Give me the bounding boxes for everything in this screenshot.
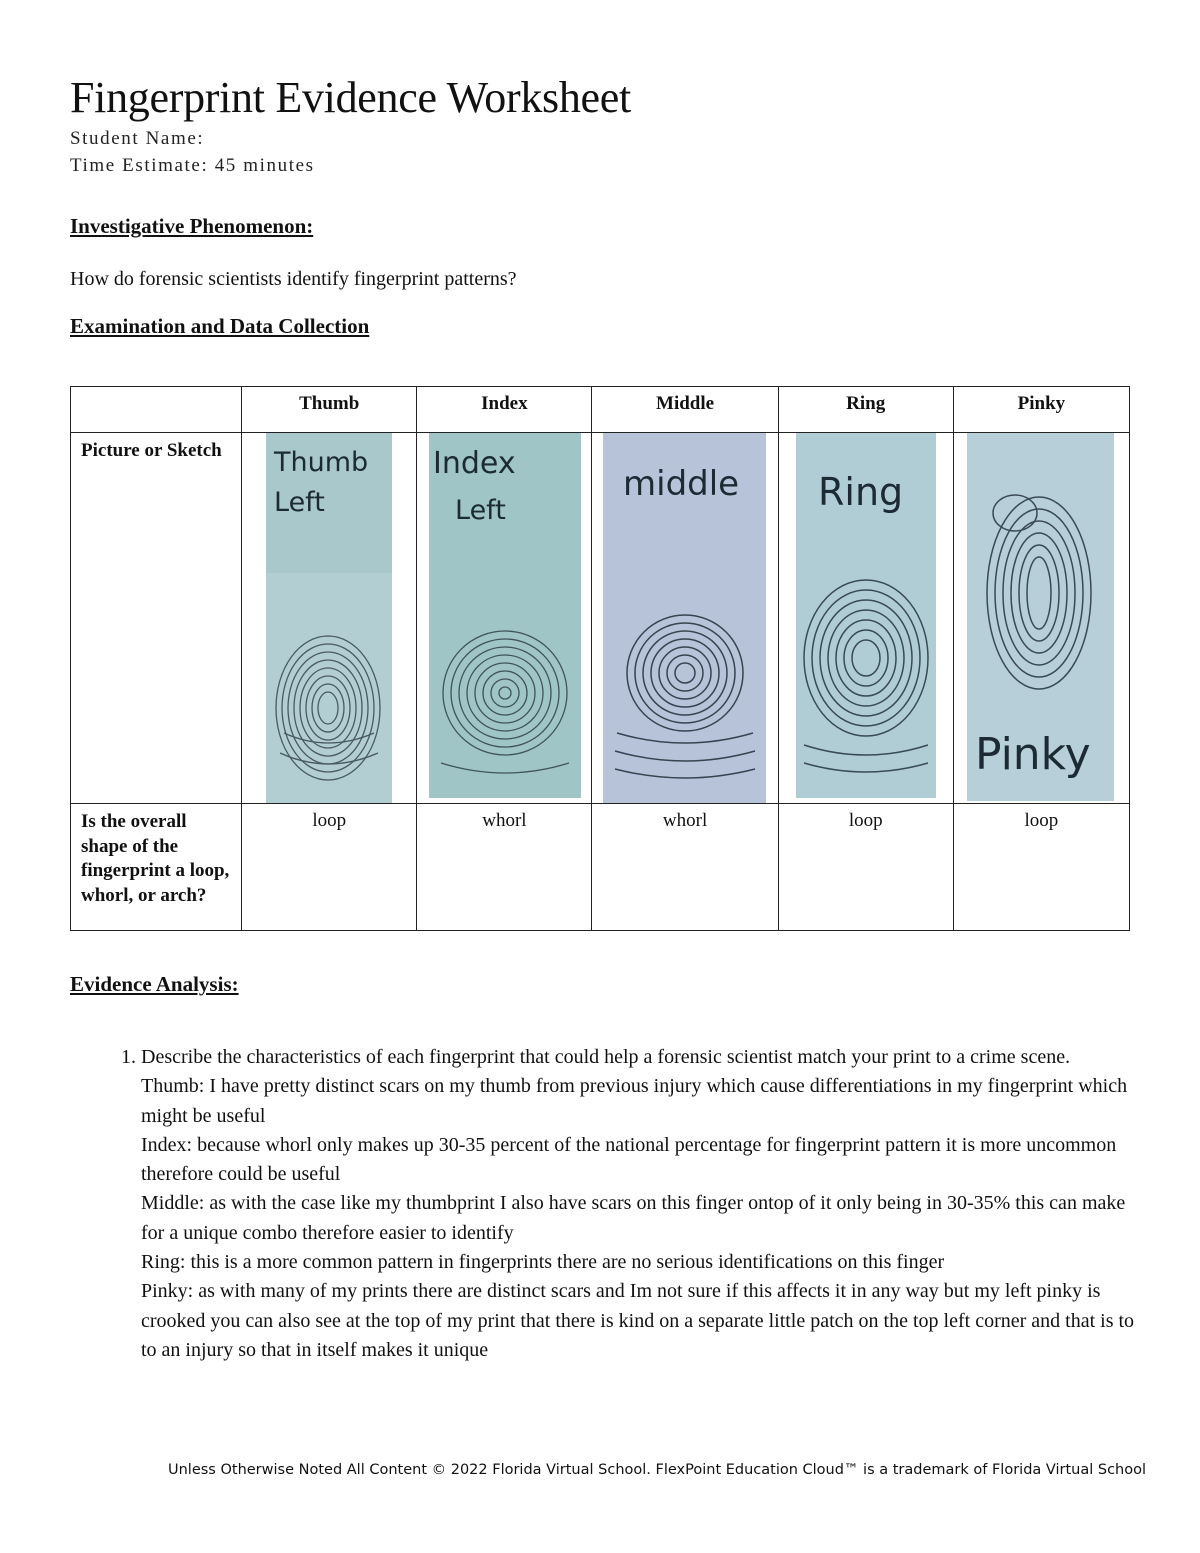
- photo-label-index: Index: [433, 446, 516, 481]
- time-estimate: Time Estimate: 45 minutes: [70, 155, 315, 176]
- photo-label-pinky: Pinky: [974, 729, 1091, 780]
- analysis-heading: Evidence Analysis:: [70, 972, 239, 996]
- photo-cell-middle: [592, 433, 778, 804]
- photo-label-index-left: Left: [455, 495, 507, 526]
- header-cell-pinky: Pinky: [953, 387, 1129, 433]
- header-cell-ring: Ring: [778, 387, 953, 433]
- header-cell-index: Index: [417, 387, 592, 433]
- photo-cell-pinky: [953, 433, 1129, 804]
- photo-label-thumb: Thumb: [274, 447, 369, 478]
- shape-cell-pinky: loop: [953, 804, 1129, 931]
- table-header-row: [71, 387, 1130, 433]
- answer-pinky: Pinky: as with many of my prints there are distinct scars and Im not sure if this affects it in any way but my left pinky is crooked you can also see at the top of my print that there is kind on a separate little patch on the top left corner and that is to to an injury so that in itself makes it unique: [141, 1280, 1135, 1361]
- examination-heading: Examination and Data Collection: [70, 314, 370, 338]
- shape-cell-middle: whorl: [592, 804, 778, 931]
- answer-middle: Middle: as with the case like my thumbprint I also have scars on this finger ontop of it only being in 30-35% this can make for a unique combo therefore easier to identify: [141, 1192, 1126, 1244]
- question-1: 1. Describe the characteristics of each fingerprint that could help a forensic scientist match your print to a crime scene.: [141, 1046, 1071, 1068]
- page-title: Fingerprint Evidence Worksheet: [70, 73, 631, 122]
- student-name-label: Student Name:: [70, 128, 205, 149]
- answer-index: Index: because whorl only makes up 30-35 percent of the national percentage for fingerprint pattern it is more uncommon therefore could be useful: [141, 1133, 1117, 1186]
- investigative-question: How do forensic scientists identify fingerprint patterns?: [70, 268, 517, 290]
- fingerprint-photo-thumb: [266, 433, 392, 803]
- row-label-picture: Picture or Sketch: [71, 433, 242, 804]
- fingerprint-table: [70, 386, 1130, 931]
- fingerprint-photo-index: [429, 433, 581, 803]
- table-row-shape: [71, 804, 1130, 931]
- answer-ring: Ring: this is a more common pattern in fingerprints there are no serious identifications on this finger: [141, 1251, 945, 1274]
- analysis-list: [105, 1043, 1141, 1365]
- photo-label-middle: middle: [623, 464, 740, 504]
- photo-cell-ring: [778, 433, 953, 804]
- fingerprint-photo-pinky: [967, 433, 1114, 803]
- list-item: [141, 1043, 1141, 1365]
- shape-cell-ring: loop: [778, 804, 953, 931]
- table-row-picture: [71, 433, 1130, 804]
- fingerprint-photo-middle: [603, 433, 766, 803]
- fingerprint-photo-ring: [796, 433, 936, 803]
- photo-cell-index: [417, 433, 592, 804]
- header-cell-middle: Middle: [592, 387, 778, 433]
- photo-cell-thumb: [242, 433, 417, 804]
- answer-thumb: Thumb: I have pretty distinct scars on my thumb from previous injury which cause differentiations in my fingerprint which might be useful: [141, 1075, 1128, 1127]
- header-cell-empty: [71, 387, 242, 433]
- investigative-heading: Investigative Phenomenon:: [70, 214, 314, 238]
- header-cell-thumb: Thumb: [242, 387, 417, 433]
- photo-label-thumb-left: Left: [274, 487, 325, 518]
- row-label-shape: Is the overall shape of the fingerprint a loop, whorl, or arch?: [71, 804, 242, 931]
- shape-cell-thumb: loop: [242, 804, 417, 931]
- shape-cell-index: whorl: [417, 804, 592, 931]
- footer-copyright: Unless Otherwise Noted All Content © 2022 Florida Virtual School. FlexPoint Education Cloud™ is a trademark of Florida Virtual School: [168, 1462, 1147, 1478]
- photo-label-ring: Ring: [817, 470, 903, 514]
